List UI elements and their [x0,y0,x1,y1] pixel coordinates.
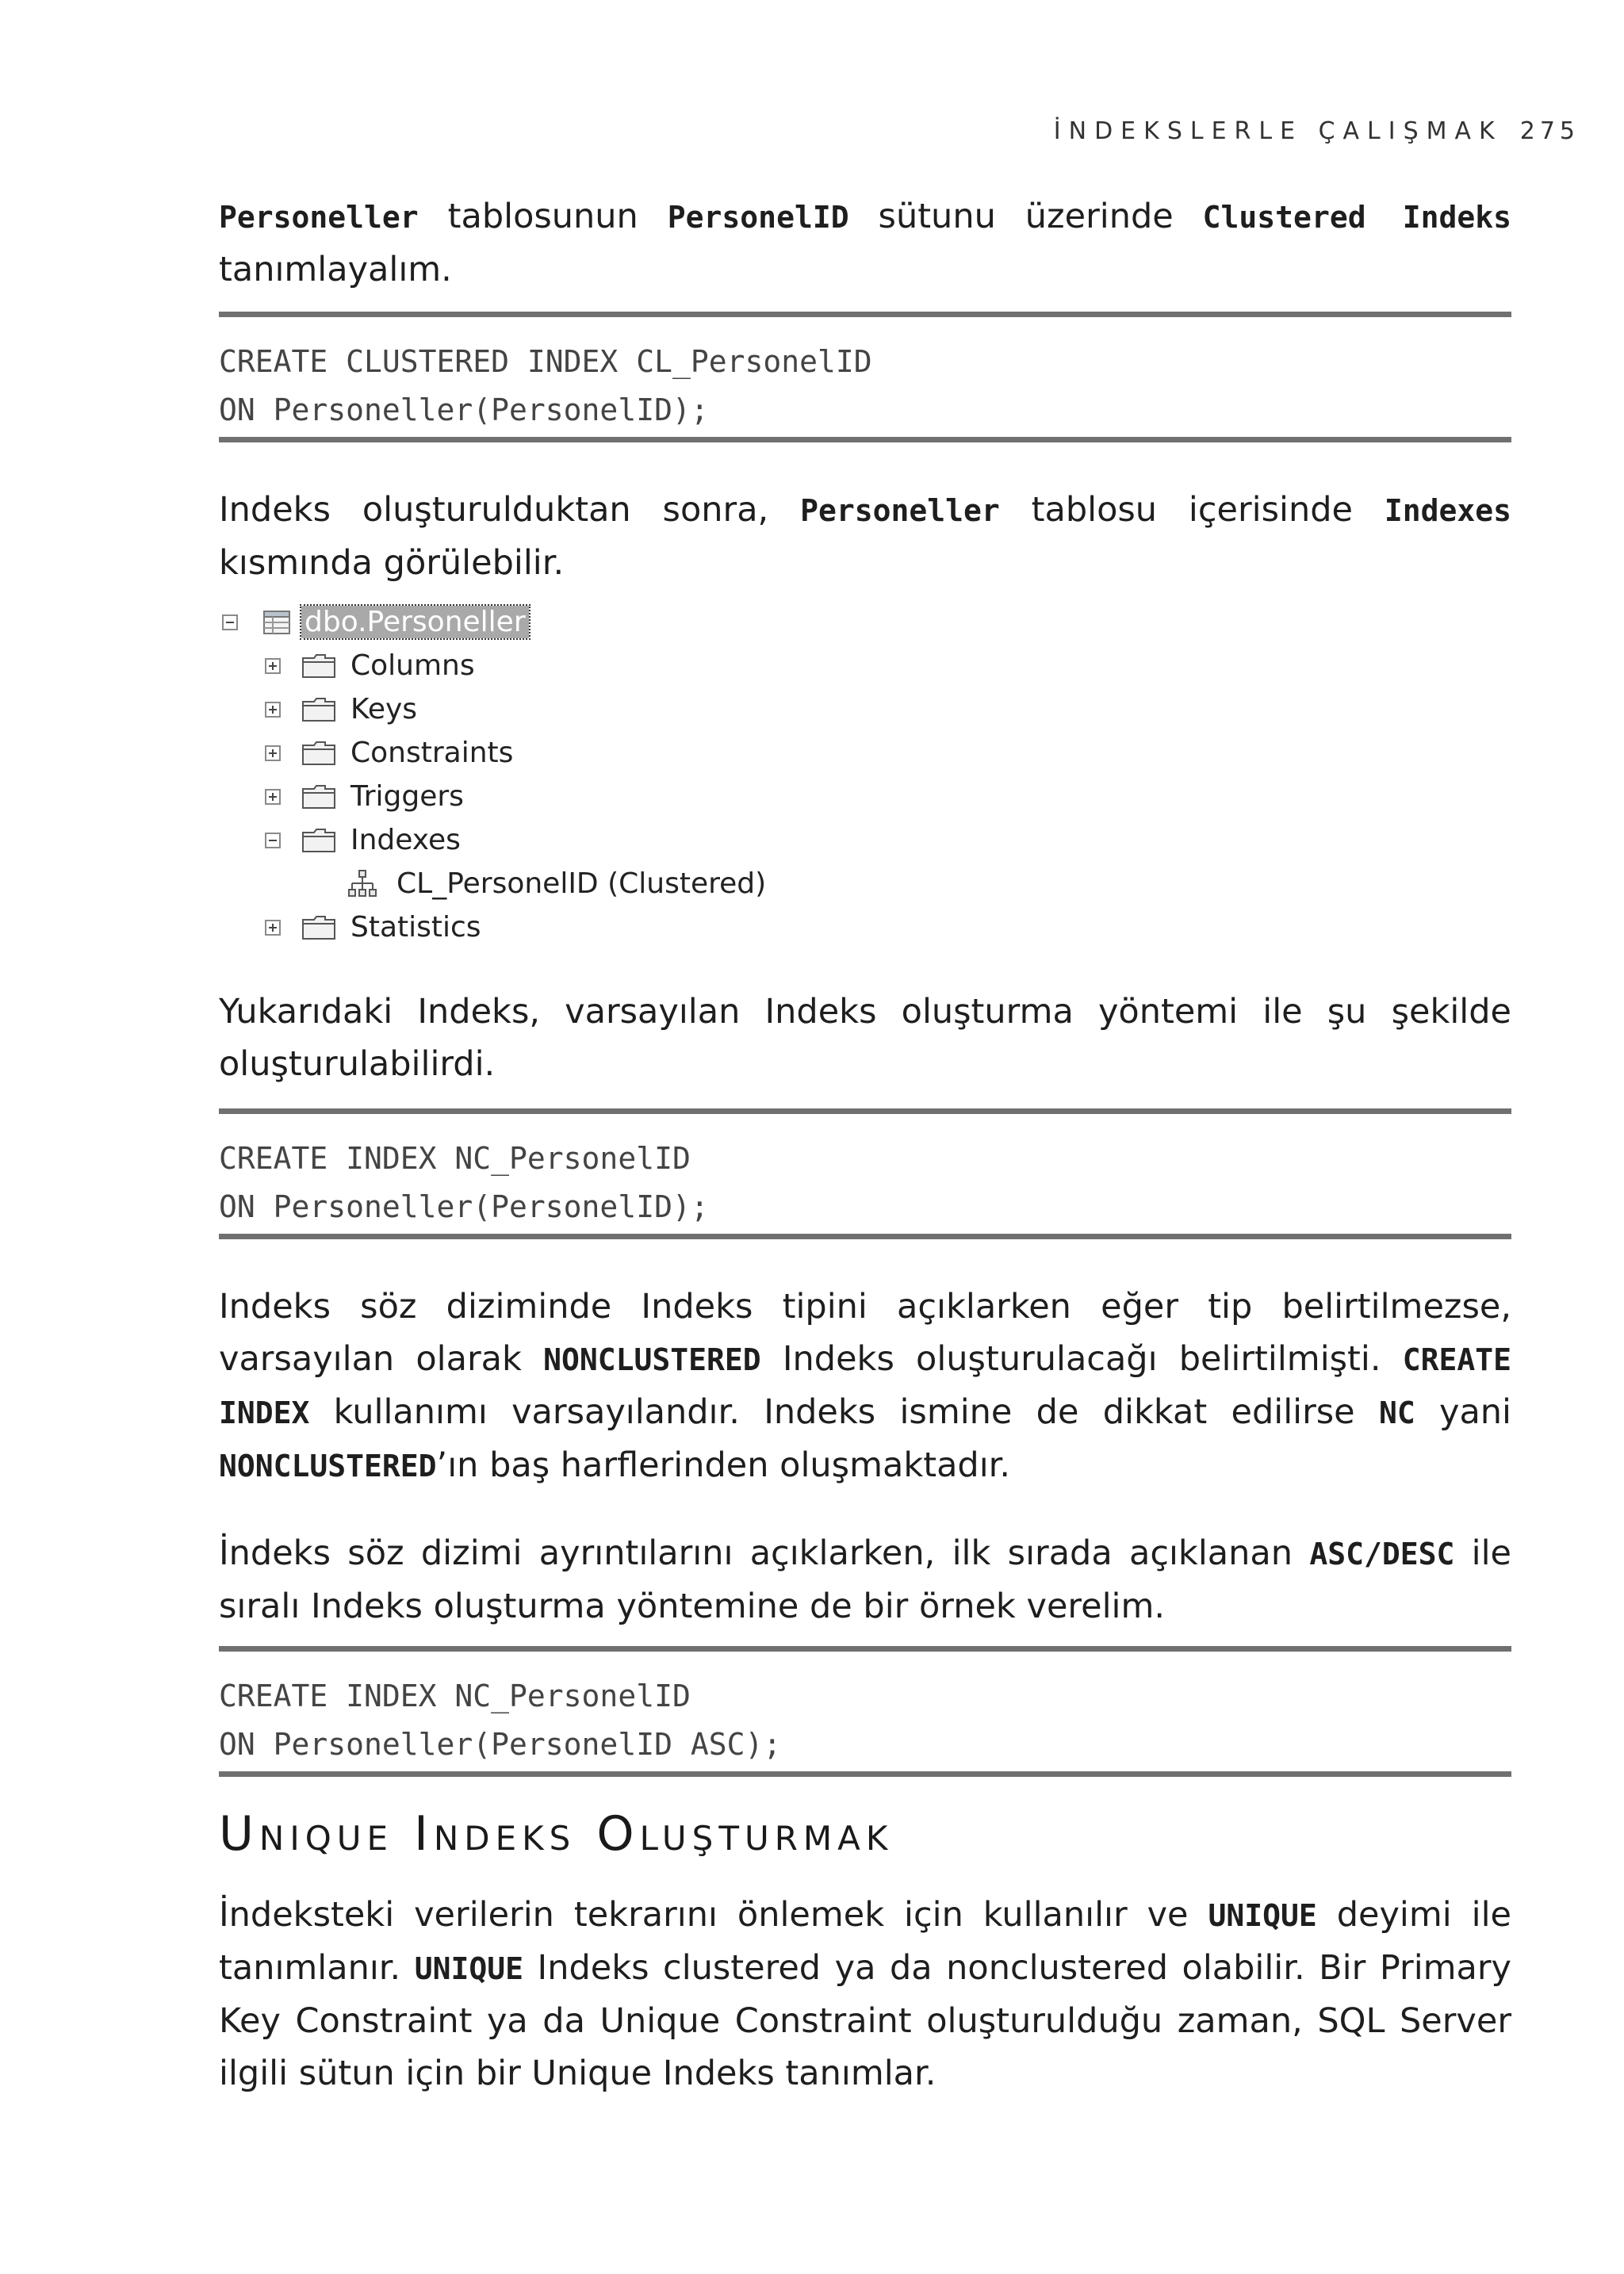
text-run: İndeks söz dizimi ayrıntılarını açıklarken, ilk sırada açıklanan [219,1533,1310,1573]
expand-icon[interactable] [265,658,281,674]
collapse-icon[interactable] [265,833,281,848]
tree-label[interactable]: Columns [350,649,475,682]
text-run: ile sıralı Indeks oluşturma yöntemine de bir örnek verelim. [219,1533,1511,1626]
running-title: İNDEKSLERLE ÇALIŞMAK [1053,117,1503,145]
expand-icon[interactable] [265,745,281,761]
code-term: NONCLUSTERED [543,1342,761,1377]
code-term: Personeller [800,493,1000,528]
folder-icon [301,653,336,679]
code-term: CREATE INDEX [219,1342,1511,1430]
text-run: sütunu üzerinde [848,197,1203,236]
code-block-3 [219,1646,1511,1777]
section-heading: Unique Indeks Oluşturmak [219,1806,894,1862]
code-term: ASC/DESC [1309,1537,1455,1572]
expand-icon[interactable] [265,702,281,718]
code-term: PersonelID [667,200,849,235]
tree-root-label[interactable]: dbo.Personeller [301,606,529,638]
page-number: 275 [1519,117,1580,145]
tree-label[interactable]: Keys [350,693,418,725]
tree-node-columns[interactable] [219,646,774,686]
text-run: deyimi ile tanımlanır. [219,1895,1511,1988]
folder-icon [301,697,336,722]
text-run: ’ın baş harflerinden oluşmaktadır. [436,1445,1011,1485]
text-run: yani [1415,1392,1511,1432]
tree-label[interactable]: Indexes [350,824,461,856]
text-run: kısmında görülebilir. [219,543,565,583]
code-line: CREATE CLUSTERED INDEX CL_PersonelID [219,344,872,379]
tree-label[interactable]: Statistics [350,911,481,944]
code-term: NONCLUSTERED [219,1449,437,1483]
code-block-2 [219,1108,1511,1239]
tree-node-constraints[interactable] [219,733,774,773]
paragraph-3 [219,986,1511,1090]
tree-node-keys[interactable] [219,690,774,729]
paragraph-6 [219,1889,1511,2100]
text-run: tablosu içerisinde [999,490,1385,530]
tree-node-index-item[interactable] [219,864,774,904]
paragraph-text: Yukarıdaki Indeks, varsayılan Indeks oluşturma yöntemi ile şu şekilde oluşturulabilirdi. [219,992,1511,1084]
code-term: Indexes [1384,493,1511,528]
object-explorer-tree [219,593,774,950]
code-block-1 [219,312,1511,442]
code-term: UNIQUE [414,1951,524,1986]
text-run: Indeks oluşturulacağı belirtilmişti. [760,1339,1403,1379]
expand-icon[interactable] [265,920,281,936]
code-term: Clustered Indeks [1202,200,1512,235]
code-term: NC [1378,1395,1415,1430]
folder-icon [301,915,336,940]
text-run: kullanımı varsayılandır. Indeks ismine de dikkat edilirse [309,1392,1379,1432]
text-run: İndeksteki verilerin tekrarını önlemek için kullanılır ve [219,1895,1208,1935]
text-run: tanımlayalım. [219,250,452,289]
table-icon [263,610,290,635]
tree-label[interactable]: Triggers [350,780,464,813]
paragraph-2 [219,484,1511,589]
code-term: UNIQUE [1208,1898,1317,1933]
text-run: Indeks clustered ya da nonclustered olabilir. Bir Primary Key Constraint ya da Unique Constraint oluşturulduğu zaman, SQL Server ilgili sütun için bir Unique Indeks tanımlar. [219,1948,1511,2093]
code-term: Personeller [219,200,419,235]
text-run: Indeks söz diziminde Indeks tipini açıklarken eğer tip belirtilmezse, varsayılan olarak [219,1287,1511,1379]
collapse-icon[interactable] [222,614,238,630]
code-line: ON Personeller(PersonelID ASC); [219,1727,782,1762]
expand-icon[interactable] [265,789,281,805]
text-run: Indeks oluşturulduktan sonra, [219,490,801,530]
tree-label[interactable]: Constraints [350,737,514,769]
paragraph-5 [219,1527,1511,1633]
tree-node-triggers[interactable] [219,777,774,817]
tree-node-statistics[interactable] [219,908,774,948]
tree-node-indexes[interactable] [219,821,774,860]
text-run: tablosunun [418,197,668,236]
index-icon [347,869,377,901]
paragraph-1 [219,190,1511,296]
code-line: CREATE INDEX NC_PersonelID [219,1141,691,1176]
folder-icon [301,828,336,853]
tree-label[interactable]: CL_PersonelID (Clustered) [396,867,767,900]
folder-icon [301,784,336,810]
folder-icon [301,741,336,766]
paragraph-4 [219,1281,1511,1492]
tree-node-root[interactable] [219,603,774,642]
running-head [1054,117,1580,145]
code-line: CREATE INDEX NC_PersonelID [219,1679,691,1713]
code-line: ON Personeller(PersonelID); [219,392,709,427]
code-line: ON Personeller(PersonelID); [219,1189,709,1224]
